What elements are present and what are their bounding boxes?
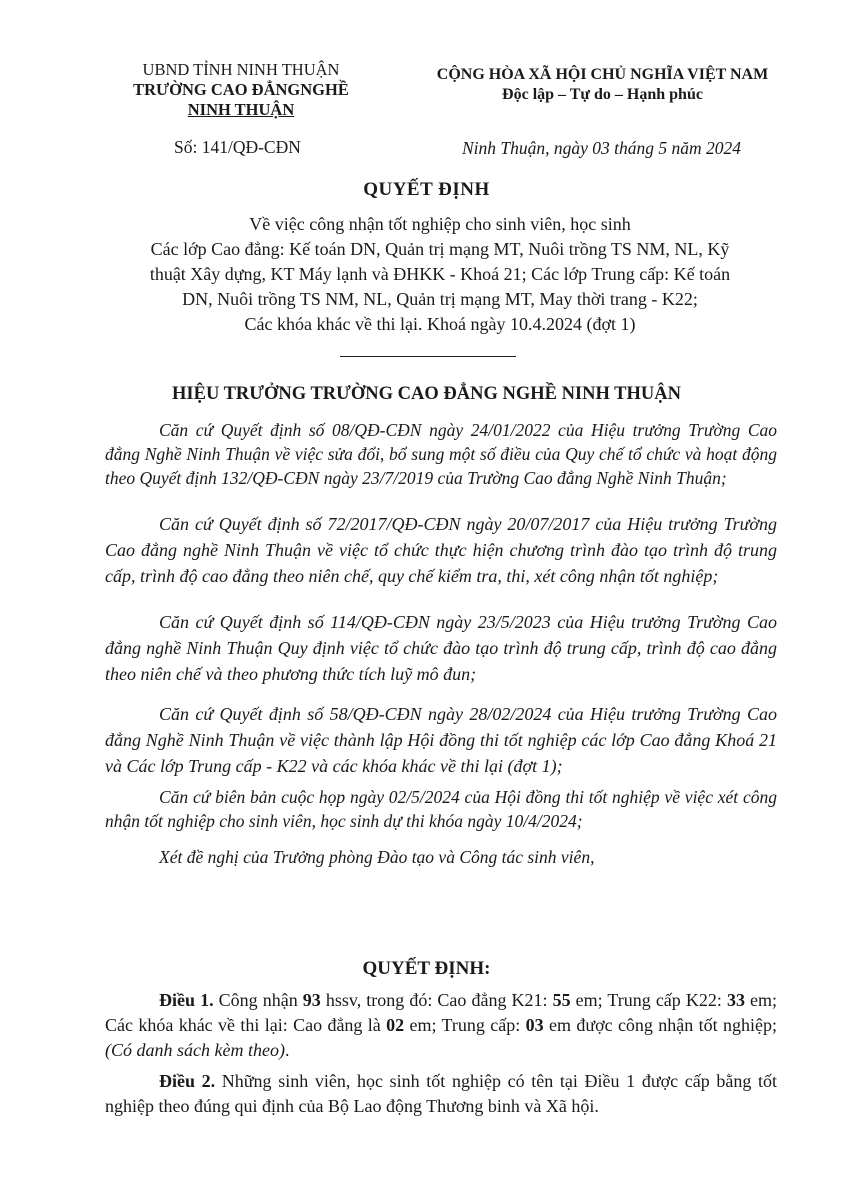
document-subject bbox=[100, 212, 780, 337]
legal-basis-item: Xét đề nghị của Trưởng phòng Đào tạo và Công tác sinh viên, bbox=[159, 847, 595, 867]
document-title: QUYẾT ĐỊNH bbox=[363, 179, 490, 200]
legal-basis-item: Căn cứ biên bản cuộc họp ngày 02/5/2024 của Hội đồng thi tốt nghiệp về việc xét công nhận tốt nghiệp cho sinh viên, học sinh dự thi khóa ngày 10/4/2024; bbox=[105, 787, 777, 831]
subject-line: Các lớp Cao đẳng: Kế toán DN, Quản trị mạng MT, Nuôi trồng TS NM, NL, Kỹ bbox=[150, 239, 730, 259]
legal-basis-item: Căn cứ Quyết định số 72/2017/QĐ-CĐN ngày 20/07/2017 của Hiệu trưởng Trường Cao đẳng nghề Ninh Thuận về việc tổ chức thực hiện chương trình đào tạo trình độ trung cấp, trình độ cao đẳng theo niên chế, quy chế kiểm tra, thi, xét công nhận tốt nghiệp; bbox=[105, 514, 777, 586]
issuer-school-location: NINH THUẬN bbox=[187, 100, 295, 119]
article-1-text: em; Trung cấp: bbox=[404, 1015, 526, 1035]
article-1-label: Điều 1. bbox=[159, 990, 214, 1010]
retake-intermediate-count: 03 bbox=[525, 1015, 544, 1035]
country-name: CỘNG HÒA XÃ HỘI CHỦ NGHĨA VIỆT NAM bbox=[436, 66, 769, 83]
articles bbox=[105, 988, 777, 1119]
issuer-school: TRƯỜNG CAO ĐẲNGNGHỀ bbox=[133, 80, 349, 99]
intermediate-k22-count: 33 bbox=[726, 990, 745, 1010]
document-number: Số: 141/QĐ-CĐN bbox=[174, 137, 301, 157]
total-count: 93 bbox=[302, 990, 321, 1010]
legal-basis-item: Căn cứ Quyết định số 114/QĐ-CĐN ngày 23/5/2023 của Hiệu trưởng Trường Cao đẳng nghề Ninh Thuận Quy định việc tổ chức đào tạo trình độ trung cấp, trình độ cao đẳng theo niên chế và theo phương thức tích luỹ mô đun; bbox=[105, 612, 777, 684]
issuer-authority: UBND TỈNH NINH THUẬN bbox=[142, 60, 340, 79]
article-1 bbox=[105, 988, 777, 1063]
article-2-label: Điều 2. bbox=[159, 1071, 216, 1091]
subject-line: DN, Nuôi trồng TS NM, NL, Quản trị mạng MT, May thời trang - K22; bbox=[182, 289, 698, 309]
decision-heading: QUYẾT ĐỊNH: bbox=[362, 958, 491, 979]
legal-basis-item: Căn cứ Quyết định số 08/QĐ-CĐN ngày 24/01/2022 của Hiệu trưởng Trường Cao đẳng Nghề Ninh Thuận về việc sửa đổi, bổ sung một số điều của Quy chế tổ chức và hoạt động theo Quyết định 132/QĐ-CĐN ngày 23/7/2019 của Trường Cao đẳng Nghề Ninh Thuận; bbox=[105, 420, 777, 488]
subject-line: Về việc công nhận tốt nghiệp cho sinh viên, học sinh bbox=[249, 214, 631, 234]
subject-line: thuật Xây dựng, KT Máy lạnh và ĐHKK - Khoá 21; Các lớp Trung cấp: Kế toán bbox=[149, 264, 731, 284]
document-date: Ninh Thuận, ngày 03 tháng 5 năm 2024 bbox=[462, 138, 742, 158]
retake-college-count: 02 bbox=[386, 1015, 405, 1035]
article-1-text: hssv, trong đó: Cao đẳng K21: bbox=[320, 990, 553, 1010]
article-1-text: em; Trung cấp K22: bbox=[570, 990, 727, 1010]
separator-line bbox=[340, 356, 516, 357]
article-1-text: em được công nhận tốt nghiệp; bbox=[543, 1015, 777, 1035]
issuing-authority: HIỆU TRƯỞNG TRƯỜNG CAO ĐẲNG NGHỀ NINH THUẬN bbox=[172, 384, 681, 404]
legal-bases bbox=[105, 418, 777, 869]
article-1-note: (Có danh sách kèm theo) bbox=[105, 1040, 285, 1060]
article-1-end: . bbox=[284, 1040, 290, 1060]
subject-line: Các khóa khác về thi lại. Khoá ngày 10.4.2024 (đợt 1) bbox=[244, 314, 636, 334]
motto: Độc lập – Tự do – Hạnh phúc bbox=[502, 86, 703, 103]
article-1-text: em; Các khóa khác về thi lại: Cao đẳng là bbox=[105, 990, 777, 1035]
issuer-block bbox=[110, 60, 372, 120]
article-2 bbox=[105, 1069, 777, 1119]
college-k21-count: 55 bbox=[552, 990, 571, 1010]
article-2-text: Những sinh viên, học sinh tốt nghiệp có tên tại Điều 1 được cấp bằng tốt nghiệp theo đúng qui định của Bộ Lao động Thương binh và Xã hội. bbox=[105, 1071, 777, 1116]
legal-basis-item: Căn cứ Quyết định số 58/QĐ-CĐN ngày 28/02/2024 của Hiệu trưởng Trường Cao đẳng Nghề Ninh Thuận về việc thành lập Hội đồng thi tốt nghiệp các lớp Cao đẳng Khoá 21 và Các lớp Trung cấp - K22 và các khóa khác về thi lại (đợt 1); bbox=[105, 704, 777, 776]
national-motto-block bbox=[410, 65, 795, 105]
article-1-text: Công nhận bbox=[213, 990, 303, 1010]
